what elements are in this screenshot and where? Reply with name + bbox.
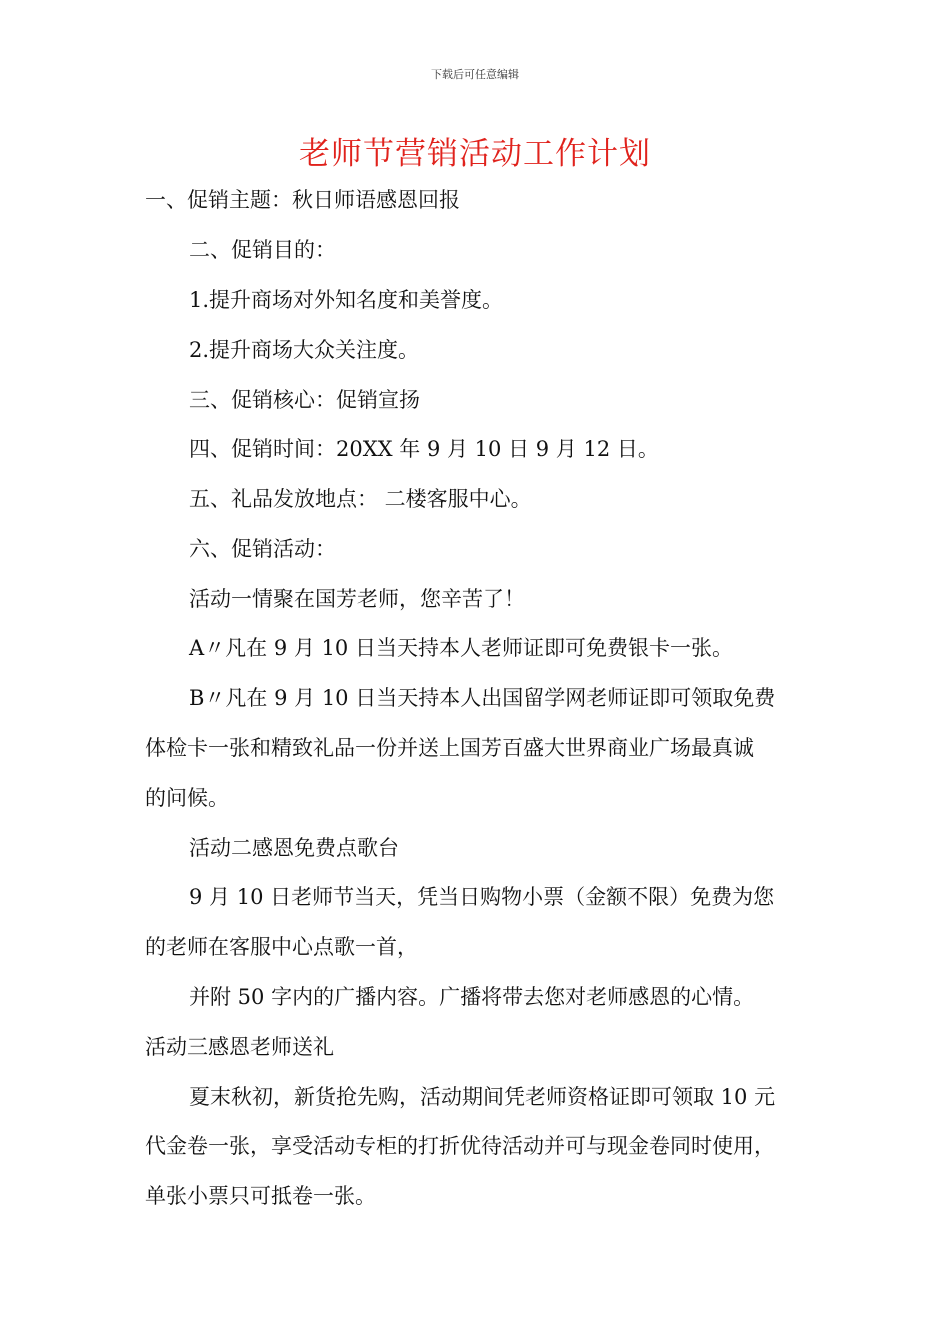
- activity-1-item-b-end: 的问候。: [145, 786, 229, 810]
- section-promo-goals: 二、促销目的：: [189, 238, 336, 262]
- goal-item-2: 2.提升商场大众关注度。: [189, 338, 420, 362]
- section-promo-time: 四、促销时间：20XX 年 9 月 10 日 9 月 12 日。: [189, 437, 659, 461]
- activity-1-item-b: B〃凡在 9 月 10 日当天持本人出国留学网老师证即可领取免费: [189, 686, 776, 710]
- activity-2-text: 9 月 10 日老师节当天，凭当日购物小票（金额不限）免费为您: [189, 885, 775, 909]
- activity-3-text-cont: 代金卷一张，享受活动专柜的打折优待活动并可与现金卷同时使用，: [145, 1134, 775, 1158]
- activity-3-text: 夏末秋初，新货抢先购，活动期间凭老师资格证即可领取 10 元: [189, 1085, 776, 1109]
- section-promo-theme: 一、促销主题：秋日师语感恩回报: [145, 188, 460, 212]
- activity-2-text-end: 并附 50 字内的广播内容。广播将带去您对老师感恩的心情。: [189, 985, 755, 1009]
- activity-1-item-b-cont: 体检卡一张和精致礼品一份并送上国芳百盛大世界商业广场最真诚: [145, 736, 754, 760]
- activity-2-title: 活动二感恩免费点歌台: [189, 836, 399, 860]
- section-promo-activities: 六、促销活动：: [189, 537, 336, 561]
- activity-2-text-cont: 的老师在客服中心点歌一首，: [145, 935, 418, 959]
- activity-3-text-end: 单张小票只可抵卷一张。: [145, 1184, 376, 1208]
- activity-1-title: 活动一情聚在国芳老师，您辛苦了！: [189, 587, 525, 611]
- activity-3-title: 活动三感恩老师送礼: [145, 1035, 334, 1059]
- goal-item-1: 1.提升商场对外知名度和美誉度。: [189, 288, 504, 312]
- activity-1-item-a: A〃凡在 9 月 10 日当天持本人老师证即可免费银卡一张。: [189, 636, 733, 660]
- header-note: 下载后可任意编辑: [431, 68, 519, 81]
- section-gift-location: 五、礼品发放地点： 二楼客服中心。: [189, 487, 532, 511]
- document-title: 老师节营销活动工作计划: [299, 136, 651, 172]
- section-promo-core: 三、促销核心：促销宣扬: [189, 388, 420, 412]
